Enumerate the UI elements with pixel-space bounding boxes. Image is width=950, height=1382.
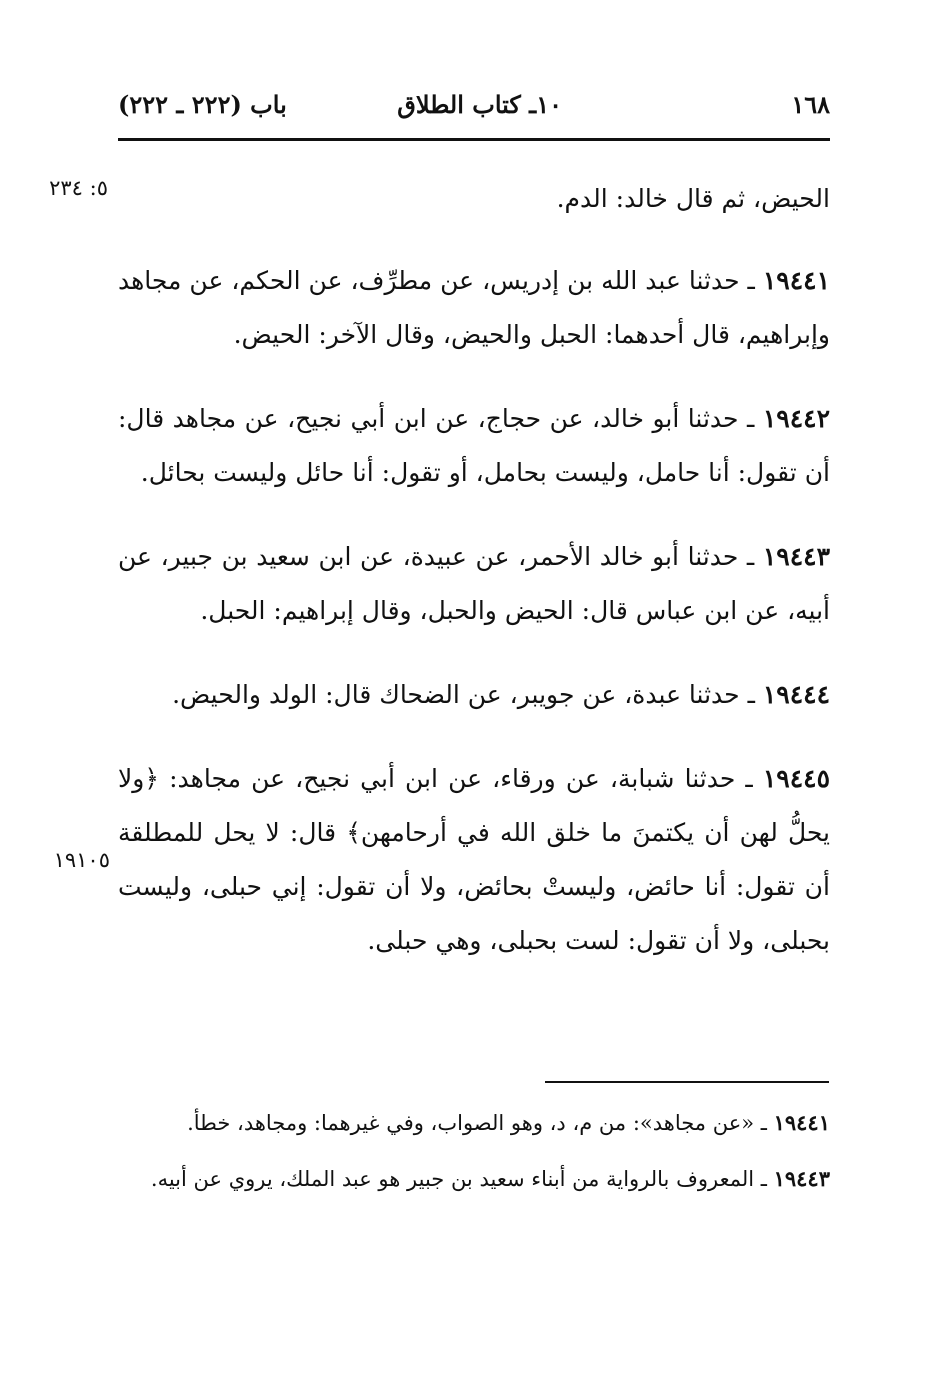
paragraph-text: ـ حدثنا أبو خالد الأحمر، عن عبيدة، عن ابن سعيد بن جبير، عن أبيه، عن ابن عباس قال: الحيض والحبل، وقال إبراهيم: الحبل. xyxy=(118,542,830,625)
footnote-text: ـ المعروف بالرواية من أبناء سعيد بن جبير هو عبد الملك، يروي عن أبيه. xyxy=(150,1167,774,1191)
paragraph xyxy=(118,668,830,722)
margin-reference: ٥: ٢٣٤ xyxy=(49,176,108,200)
book-title: ١٠ـ كتاب الطلاق xyxy=(397,90,562,119)
hadith-number: ١٩٤٤٥ xyxy=(762,764,830,793)
page-header xyxy=(118,90,830,130)
footnote-text: ـ «عن مجاهد»: من م، د، وهو الصواب، وفي غيرهما: ومجاهد، خطأ. xyxy=(187,1111,774,1135)
paragraph-text: ـ حدثنا أبو خالد، عن حجاج، عن ابن أبي نجيح، عن مجاهد قال: أن تقول: أنا حامل، وليست بحامل، أو تقول: أنا حائل وليست بحائل. xyxy=(118,404,830,487)
footnote xyxy=(118,1156,830,1202)
paragraph-text: ـ حدثنا شبابة، عن ورقاء، عن ابن أبي نجيح، عن مجاهد: ﴿ولا يحلُّ لهن أن يكتمنَ ما خلق الله في أرحامهن﴾ قال: لا يحل للمطلقة أن تقول: أنا حائض، وليستْ بحائض، ولا أن تقول: إني حبلى، وليست بحبلى، ولا أن تقول: لست بحبلى، وهي حبلى. xyxy=(118,764,830,955)
main-text xyxy=(118,172,830,998)
footnote-separator xyxy=(545,1081,829,1083)
hadith-number: ١٩٤٤٤ xyxy=(762,680,830,709)
header-rule xyxy=(118,138,830,141)
margin-reference: ١٩١٠٥ xyxy=(53,848,110,872)
footnote-number: ١٩٤٤٣ xyxy=(773,1166,830,1191)
paragraph xyxy=(118,530,830,638)
footnote xyxy=(118,1100,830,1146)
paragraph-text: ـ حدثنا عبدة، عن جويبر، عن الضحاك قال: الولد والحيض. xyxy=(172,680,763,709)
paragraph-text: ـ حدثنا عبد الله بن إدريس، عن مطرِّف، عن الحكم، عن مجاهد وإبراهيم، قال أحدهما: الحبل والحيض، وقال الآخر: الحيض. xyxy=(118,266,830,349)
paragraph xyxy=(118,172,830,226)
paragraph xyxy=(118,392,830,500)
paragraph xyxy=(118,752,830,968)
paragraph xyxy=(118,254,830,362)
page-number: ١٦٨ xyxy=(791,90,830,119)
section-title: باب (٢٢٢ ـ ٢٢٢) xyxy=(118,90,287,119)
footnotes xyxy=(118,1100,830,1212)
paragraph-text: الحيض، ثم قال خالد: الدم. xyxy=(556,184,830,213)
hadith-number: ١٩٤٤٢ xyxy=(762,404,830,433)
hadith-number: ١٩٤٤١ xyxy=(762,266,830,295)
hadith-number: ١٩٤٤٣ xyxy=(762,542,830,571)
footnote-number: ١٩٤٤١ xyxy=(773,1110,830,1135)
